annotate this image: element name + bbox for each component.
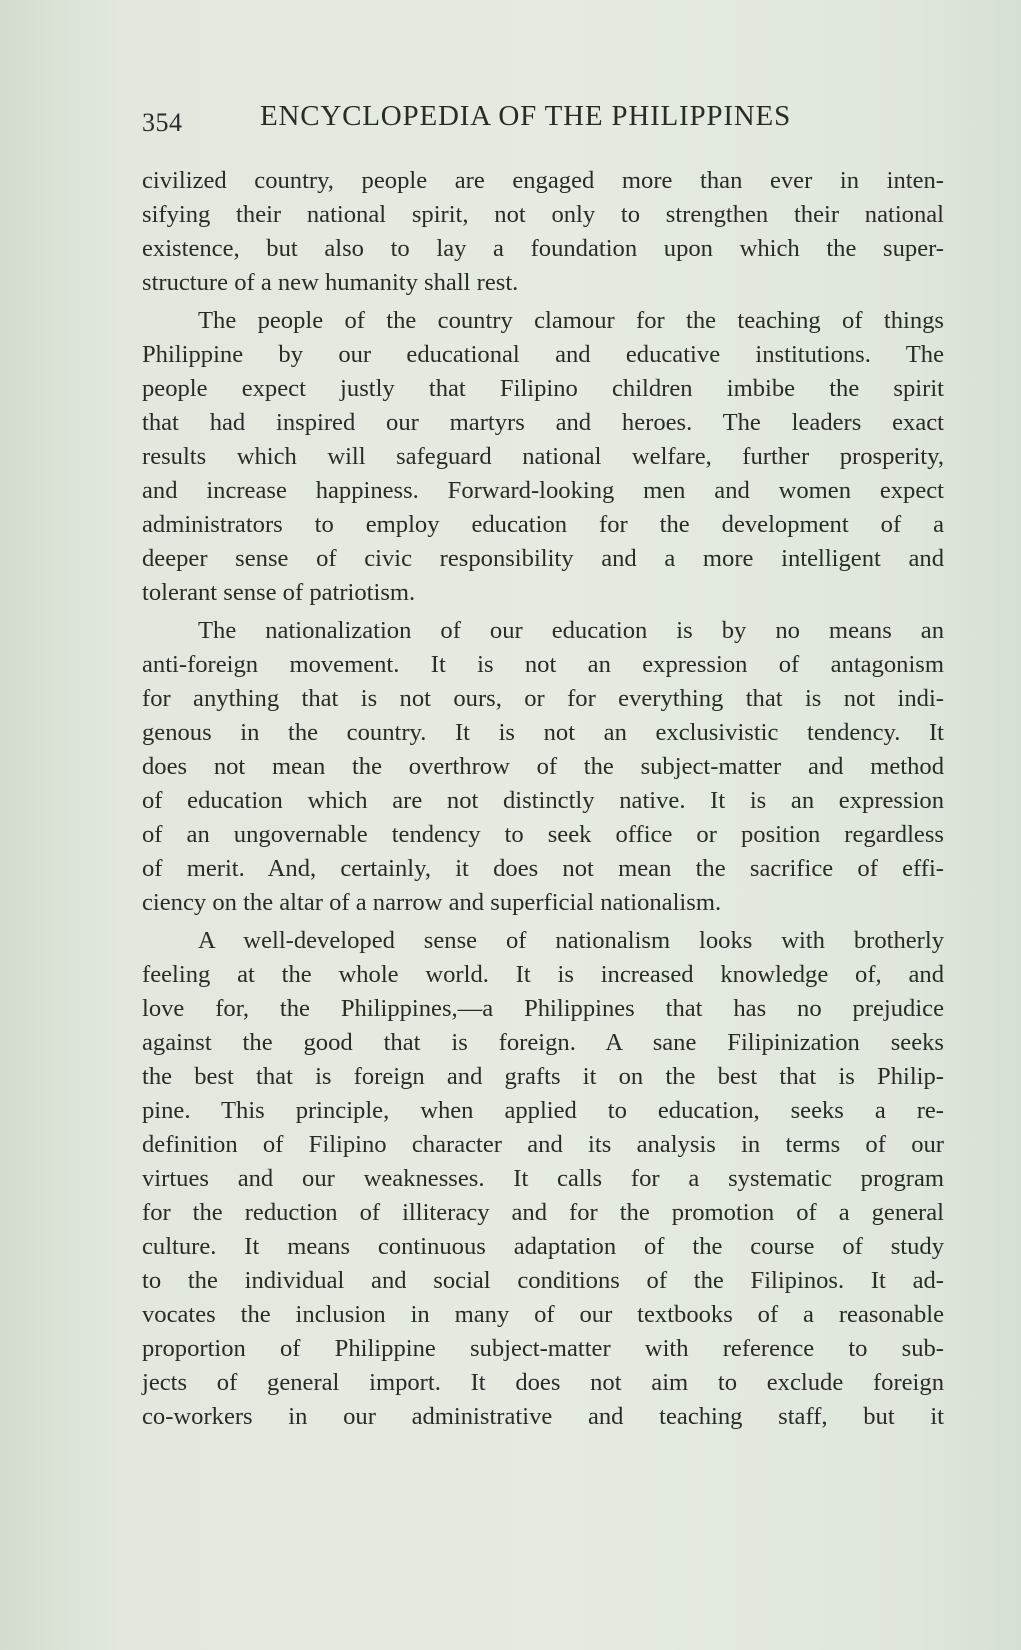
- text-line: of merit. And, certainly, it does not mean the sacrifice of effi-: [142, 855, 944, 882]
- text-line: virtues and our weaknesses. It calls for a systematic program: [142, 1165, 944, 1192]
- paragraph-2: [142, 304, 944, 610]
- body-text: [142, 164, 944, 1434]
- text-line: and increase happiness. Forward-looking men and women expect: [142, 477, 944, 504]
- text-line: civilized country, people are engaged more than ever in inten-: [142, 167, 944, 194]
- text-line: existence, but also to lay a foundation upon which the super-: [142, 235, 944, 262]
- text-line: culture. It means continuous adaptation of the course of study: [142, 1233, 944, 1260]
- text-line: jects of general import. It does not aim to exclude foreign: [142, 1369, 944, 1396]
- text-line: ciency on the altar of a narrow and superficial nationalism.: [142, 889, 722, 916]
- text-line: for anything that is not ours, or for everything that is not indi-: [142, 685, 944, 712]
- text-line: genous in the country. It is not an exclusivistic tendency. It: [142, 719, 944, 746]
- paragraph-4: [142, 924, 944, 1434]
- text-line: vocates the inclusion in many of our textbooks of a reasonable: [142, 1301, 944, 1328]
- text-line: the best that is foreign and grafts it on the best that is Philip-: [142, 1063, 944, 1090]
- text-line: of an ungovernable tendency to seek office or position regardless: [142, 821, 944, 848]
- text-line: deeper sense of civic responsibility and a more intelligent and: [142, 545, 944, 572]
- running-header: [142, 100, 942, 140]
- text-line: Philippine by our educational and educative institutions. The: [142, 341, 944, 368]
- text-line: The nationalization of our education is by no means an: [198, 617, 944, 644]
- text-line: love for, the Philippines,—a Philippines that has no prejudice: [142, 995, 944, 1022]
- text-line: definition of Filipino character and its analysis in terms of our: [142, 1131, 944, 1158]
- text-line: results which will safeguard national welfare, further prosperity,: [142, 443, 944, 470]
- text-line: sifying their national spirit, not only to strengthen their national: [142, 201, 944, 228]
- running-title: ENCYCLOPEDIA OF THE PHILIPPINES: [260, 100, 791, 132]
- text-line: co-workers in our administrative and teaching staff, but it: [142, 1403, 944, 1430]
- text-line: tolerant sense of patriotism.: [142, 579, 416, 606]
- text-line: administrators to employ education for the development of a: [142, 511, 944, 538]
- text-line: The people of the country clamour for the teaching of things: [198, 307, 944, 334]
- text-line: anti-foreign movement. It is not an expression of antagonism: [142, 651, 944, 678]
- text-line: people expect justly that Filipino children imbibe the spirit: [142, 375, 944, 402]
- paragraph-1: [142, 164, 944, 300]
- page-number: 354: [142, 108, 183, 137]
- text-line: of education which are not distinctly native. It is an expression: [142, 787, 944, 814]
- text-line: pine. This principle, when applied to education, seeks a re-: [142, 1097, 944, 1124]
- text-line: feeling at the whole world. It is increased knowledge of, and: [142, 961, 944, 988]
- text-line: to the individual and social conditions of the Filipinos. It ad-: [142, 1267, 944, 1294]
- text-line: structure of a new humanity shall rest.: [142, 269, 519, 296]
- paragraph-3: [142, 614, 944, 920]
- text-line: that had inspired our martyrs and heroes. The leaders exact: [142, 409, 944, 436]
- text-line: A well-developed sense of nationalism looks with brotherly: [198, 927, 944, 954]
- text-line: proportion of Philippine subject-matter with reference to sub-: [142, 1335, 944, 1362]
- text-line: against the good that is foreign. A sane Filipinization seeks: [142, 1029, 944, 1056]
- text-line: does not mean the overthrow of the subject-matter and method: [142, 753, 944, 780]
- text-line: for the reduction of illiteracy and for the promotion of a general: [142, 1199, 944, 1226]
